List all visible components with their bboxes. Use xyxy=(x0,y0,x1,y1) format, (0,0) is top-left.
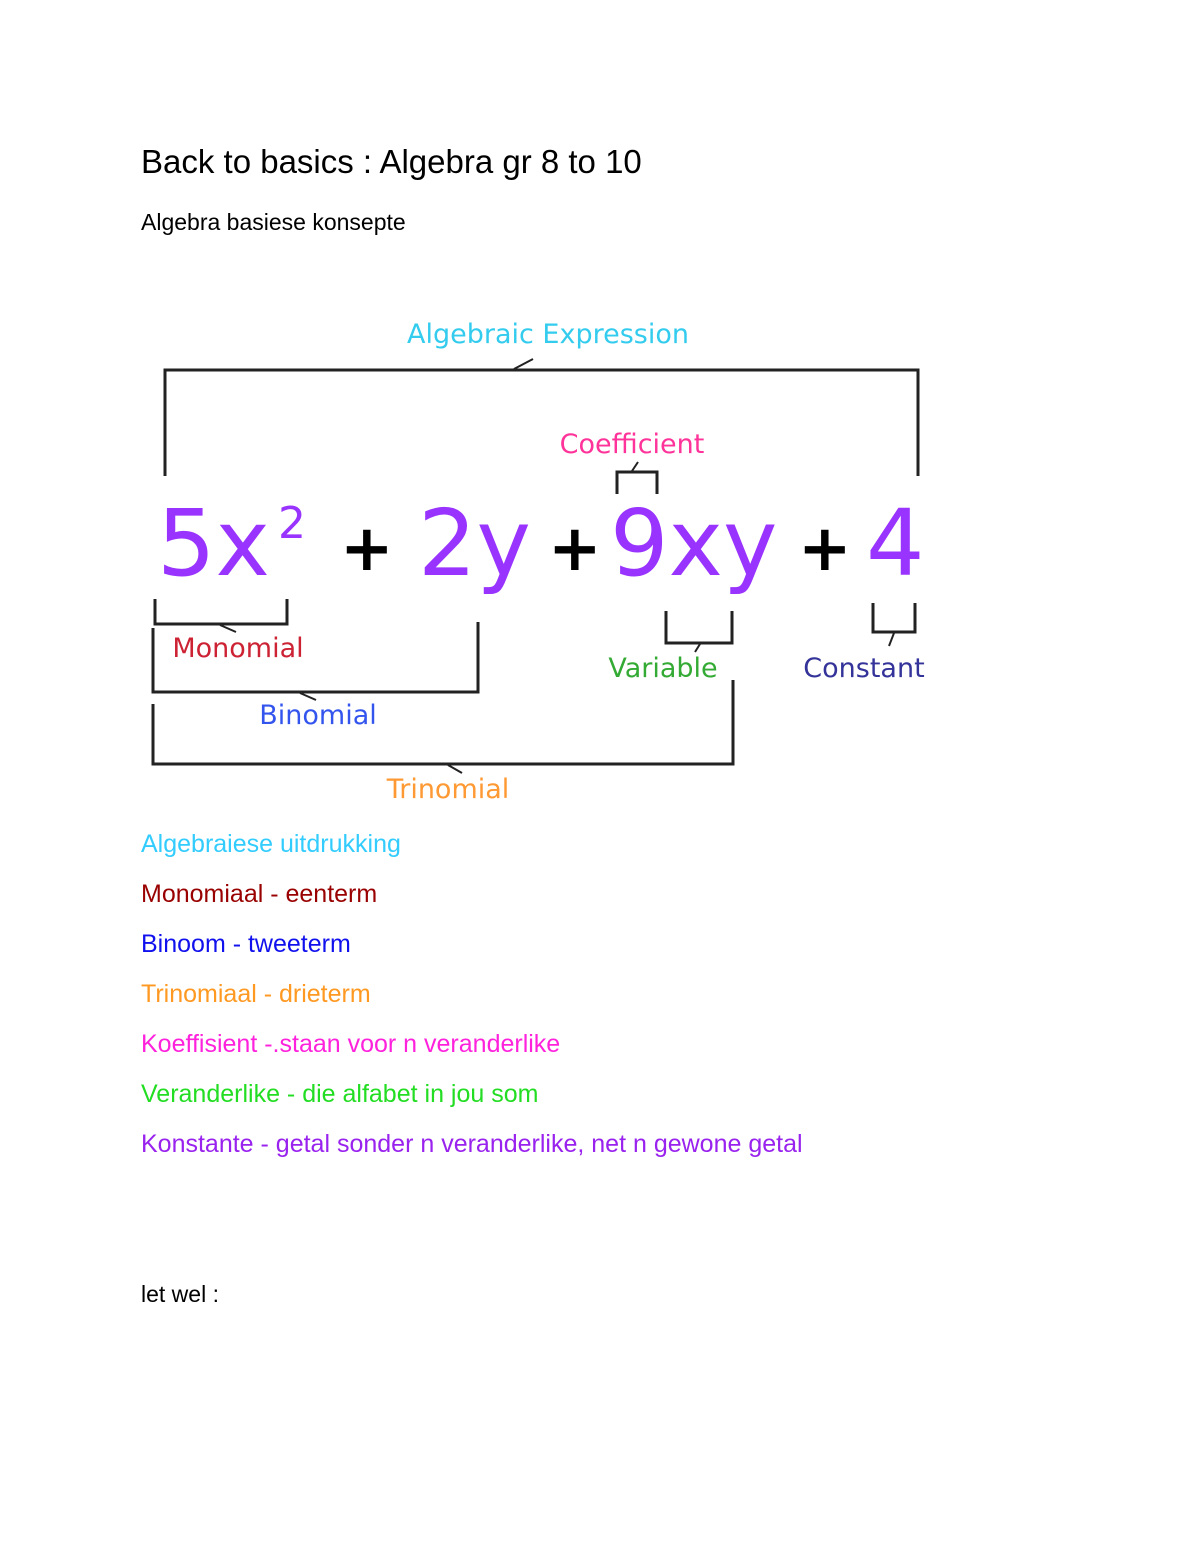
label-binomial: Binomial xyxy=(259,700,377,731)
pointer-algebraic-expression xyxy=(514,359,533,369)
term-exponent-2: 2 xyxy=(278,498,306,549)
label-monomial: Monomial xyxy=(172,633,304,664)
definition-algebraic-expression: Algebraiese uitdrukking xyxy=(141,830,401,858)
bracket-variable xyxy=(666,611,732,643)
term-2y: 2y xyxy=(418,490,531,597)
bracket-algebraic-expression xyxy=(165,370,918,476)
page-title: Back to basics : Algebra gr 8 to 10 xyxy=(141,143,642,180)
definition-coefficient: Koeffisient -.staan voor n veranderlike xyxy=(141,1030,561,1058)
bracket-constant xyxy=(873,603,915,632)
term-9xy: 9xy xyxy=(610,490,778,597)
plus-sign-2: + xyxy=(548,512,602,586)
definition-variable: Veranderlike - die alfabet in jou som xyxy=(141,1080,539,1108)
term-4: 4 xyxy=(866,490,925,597)
pointer-variable xyxy=(695,644,700,652)
pointer-trinomial xyxy=(448,765,462,773)
note-text: let wel : xyxy=(141,1281,219,1307)
label-algebraic-expression: Algebraic Expression xyxy=(407,319,689,350)
plus-sign-1: + xyxy=(340,512,394,586)
term-5x: 5x xyxy=(157,490,270,597)
pointer-monomial xyxy=(220,625,236,632)
bracket-monomial xyxy=(155,599,287,624)
definition-constant: Konstante - getal sonder n veranderlike, net n gewone getal xyxy=(141,1130,803,1158)
plus-sign-3: + xyxy=(798,512,852,586)
label-constant: Constant xyxy=(803,653,925,684)
definition-binomial: Binoom - tweeterm xyxy=(141,930,351,958)
pointer-constant xyxy=(889,633,894,646)
definition-trinomial: Trinomiaal - drieterm xyxy=(141,980,371,1008)
pointer-coefficient xyxy=(632,462,638,471)
label-trinomial: Trinomial xyxy=(386,774,510,805)
label-variable: Variable xyxy=(608,653,718,684)
label-coefficient: Coefficient xyxy=(559,429,705,460)
pointer-binomial xyxy=(300,693,316,700)
page-subtitle: Algebra basiese konsepte xyxy=(141,209,406,235)
definition-monomial: Monomiaal - eenterm xyxy=(141,880,378,908)
